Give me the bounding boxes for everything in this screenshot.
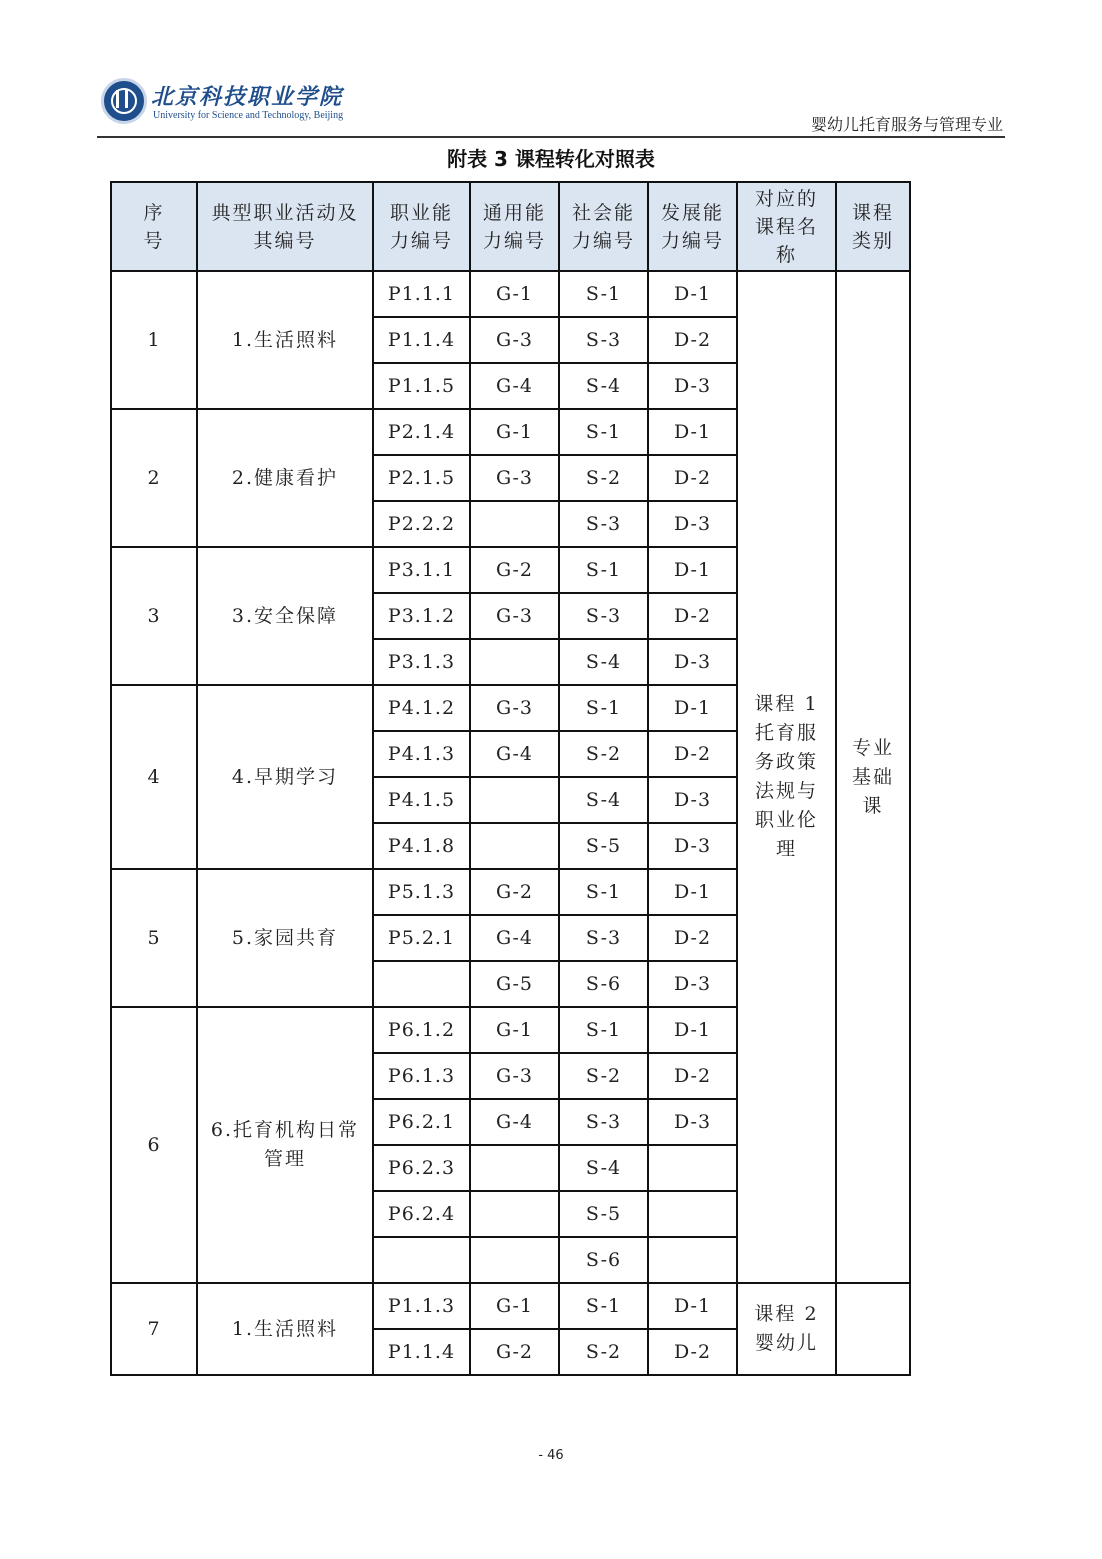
cell-dev: D-2: [648, 455, 737, 501]
cell-dev: D-2: [648, 915, 737, 961]
cell-activity: 2.健康看护: [197, 409, 373, 547]
cell-soc: S-1: [559, 685, 648, 731]
cell-soc: S-1: [559, 1007, 648, 1053]
cell-dev: D-1: [648, 409, 737, 455]
cell-soc: S-6: [559, 1237, 648, 1283]
cell-dev: D-1: [648, 271, 737, 317]
cell-pro: P1.1.4: [373, 317, 470, 363]
cell-activity: 5.家园共育: [197, 869, 373, 1007]
cell-dev: D-1: [648, 1007, 737, 1053]
header-category: 课程类别: [836, 182, 910, 271]
cell-gen: G-3: [470, 455, 559, 501]
cell-activity: 3.安全保障: [197, 547, 373, 685]
cell-pro: P6.2.4: [373, 1191, 470, 1237]
cell-seq: 3: [111, 547, 197, 685]
cell-pro: P2.1.4: [373, 409, 470, 455]
cell-gen: G-4: [470, 363, 559, 409]
cell-pro: P3.1.2: [373, 593, 470, 639]
cell-pro: [373, 1237, 470, 1283]
cell-soc: S-5: [559, 823, 648, 869]
cell-category-1: 专业基础课: [836, 271, 910, 1283]
school-name-cn: 北京科技职业学院: [151, 84, 344, 110]
cell-dev: D-2: [648, 317, 737, 363]
cell-seq: 7: [111, 1283, 197, 1375]
cell-dev: D-3: [648, 639, 737, 685]
cell-seq: 1: [111, 271, 197, 409]
header-activity: 典型职业活动及其编号: [197, 182, 373, 271]
cell-soc: S-4: [559, 639, 648, 685]
cell-gen: G-4: [470, 1099, 559, 1145]
cell-gen: [470, 823, 559, 869]
school-logo-icon: [101, 78, 147, 124]
cell-dev: D-2: [648, 1329, 737, 1375]
cell-activity: 1.生活照料: [197, 271, 373, 409]
cell-pro: P4.1.3: [373, 731, 470, 777]
cell-gen: G-3: [470, 685, 559, 731]
table-row: [111, 271, 910, 317]
cell-gen: G-1: [470, 409, 559, 455]
cell-gen: [470, 1237, 559, 1283]
cell-soc: S-3: [559, 593, 648, 639]
cell-gen: [470, 1145, 559, 1191]
cell-pro: P3.1.1: [373, 547, 470, 593]
cell-gen: G-3: [470, 1053, 559, 1099]
cell-seq: 2: [111, 409, 197, 547]
page-header: [97, 74, 1005, 138]
table-title: 附表 3 课程转化对照表: [447, 147, 655, 171]
cell-gen: [470, 639, 559, 685]
cell-dev: D-3: [648, 363, 737, 409]
cell-pro: P4.1.5: [373, 777, 470, 823]
header-course: 对应的课程名称: [737, 182, 836, 271]
school-name-en: University for Science and Technology, Beijing: [153, 110, 344, 121]
cell-soc: S-2: [559, 1329, 648, 1375]
cell-pro: P5.1.3: [373, 869, 470, 915]
table-row: [111, 1283, 910, 1329]
cell-dev: D-1: [648, 869, 737, 915]
cell-soc: S-3: [559, 317, 648, 363]
cell-soc: S-4: [559, 1145, 648, 1191]
page-number: - 46: [538, 1448, 564, 1463]
cell-pro: P2.2.2: [373, 501, 470, 547]
cell-pro: P1.1.3: [373, 1283, 470, 1329]
header-seq: 序号: [111, 182, 197, 271]
cell-activity: 1.生活照料: [197, 1283, 373, 1375]
cell-pro: P5.2.1: [373, 915, 470, 961]
cell-course-2: 课程 2 婴幼儿: [737, 1283, 836, 1375]
cell-soc: S-3: [559, 915, 648, 961]
cell-gen: G-4: [470, 731, 559, 777]
cell-pro: P1.1.4: [373, 1329, 470, 1375]
cell-gen: G-2: [470, 869, 559, 915]
cell-dev: [648, 1191, 737, 1237]
cell-soc: S-1: [559, 1283, 648, 1329]
cell-gen: G-4: [470, 915, 559, 961]
cell-gen: G-5: [470, 961, 559, 1007]
course-conversion-table: [110, 181, 911, 1376]
cell-dev: D-2: [648, 1053, 737, 1099]
cell-gen: G-3: [470, 593, 559, 639]
cell-seq: 6: [111, 1007, 197, 1283]
cell-soc: S-1: [559, 869, 648, 915]
cell-activity: 6.托育机构日常管理: [197, 1007, 373, 1283]
header-gen: 通用能力编号: [470, 182, 559, 271]
cell-dev: D-3: [648, 777, 737, 823]
cell-gen: G-1: [470, 1007, 559, 1053]
cell-dev: [648, 1145, 737, 1191]
cell-seq: 4: [111, 685, 197, 869]
cell-seq: 5: [111, 869, 197, 1007]
header-dev: 发展能力编号: [648, 182, 737, 271]
cell-gen: [470, 1191, 559, 1237]
cell-dev: D-2: [648, 593, 737, 639]
cell-gen: [470, 777, 559, 823]
major-name: 婴幼儿托育服务与管理专业: [810, 115, 1003, 134]
cell-gen: G-2: [470, 1329, 559, 1375]
cell-dev: D-3: [648, 1099, 737, 1145]
cell-pro: P6.1.2: [373, 1007, 470, 1053]
cell-pro: P4.1.2: [373, 685, 470, 731]
cell-soc: S-3: [559, 501, 648, 547]
cell-gen: G-2: [470, 547, 559, 593]
cell-pro: [373, 961, 470, 1007]
cell-soc: S-6: [559, 961, 648, 1007]
cell-dev: D-1: [648, 685, 737, 731]
cell-activity: 4.早期学习: [197, 685, 373, 869]
cell-soc: S-4: [559, 777, 648, 823]
cell-soc: S-5: [559, 1191, 648, 1237]
cell-pro: P1.1.1: [373, 271, 470, 317]
cell-soc: S-1: [559, 271, 648, 317]
cell-pro: P3.1.3: [373, 639, 470, 685]
header-soc: 社会能力编号: [559, 182, 648, 271]
cell-pro: P6.2.3: [373, 1145, 470, 1191]
cell-course-1: 课程 1 托育服务政策法规与职业伦理: [737, 271, 836, 1283]
cell-gen: [470, 501, 559, 547]
cell-gen: G-1: [470, 1283, 559, 1329]
cell-soc: S-2: [559, 455, 648, 501]
cell-dev: D-2: [648, 731, 737, 777]
cell-dev: D-3: [648, 961, 737, 1007]
cell-soc: S-1: [559, 409, 648, 455]
cell-soc: S-2: [559, 1053, 648, 1099]
cell-soc: S-1: [559, 547, 648, 593]
cell-dev: D-3: [648, 823, 737, 869]
cell-pro: P4.1.8: [373, 823, 470, 869]
cell-dev: D-1: [648, 547, 737, 593]
cell-soc: S-2: [559, 731, 648, 777]
cell-dev: D-1: [648, 1283, 737, 1329]
cell-soc: S-4: [559, 363, 648, 409]
header-pro: 职业能力编号: [373, 182, 470, 271]
cell-dev: [648, 1237, 737, 1283]
cell-pro: P6.2.1: [373, 1099, 470, 1145]
cell-pro: P2.1.5: [373, 455, 470, 501]
cell-pro: P1.1.5: [373, 363, 470, 409]
cell-pro: P6.1.3: [373, 1053, 470, 1099]
cell-dev: D-3: [648, 501, 737, 547]
cell-soc: S-3: [559, 1099, 648, 1145]
cell-gen: G-3: [470, 317, 559, 363]
cell-category-2: [836, 1283, 910, 1375]
cell-gen: G-1: [470, 271, 559, 317]
